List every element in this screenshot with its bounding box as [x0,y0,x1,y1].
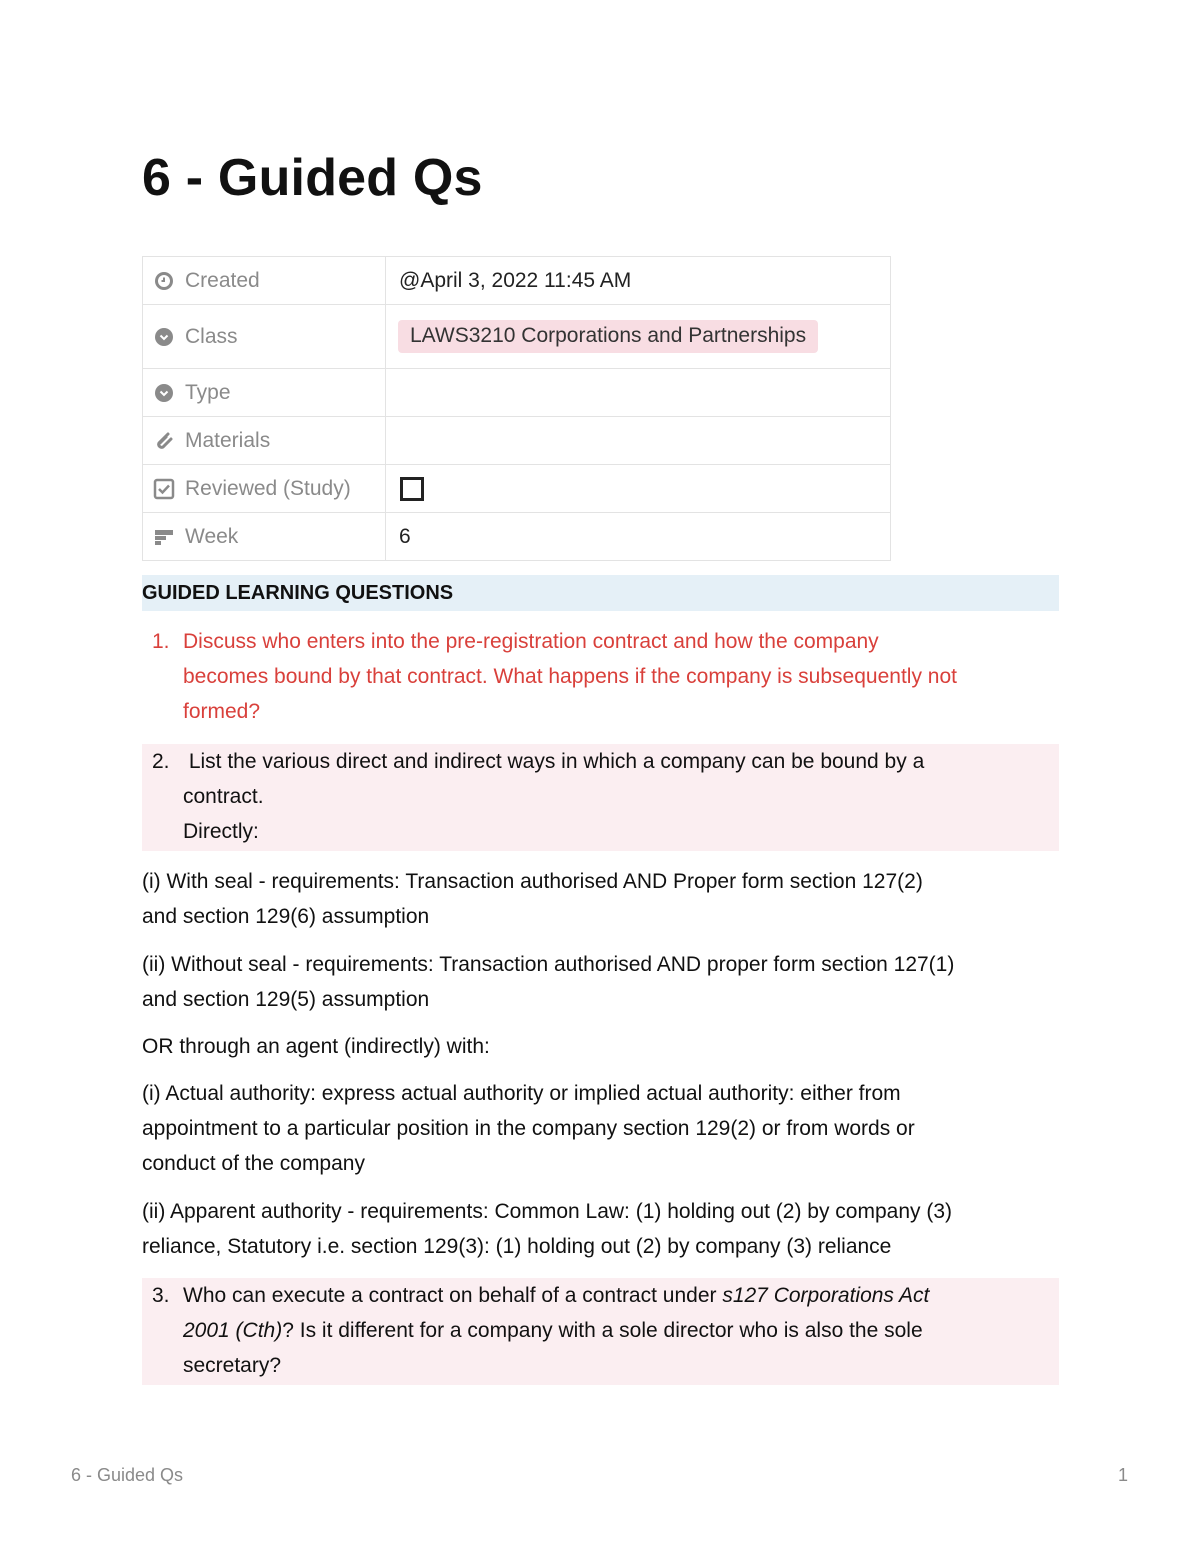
footer-title: 6 - Guided Qs [71,1465,184,1485]
paragraph-with-seal: (i) With seal - requirements: Transaction authorised AND Proper form section 127(2) and section 129(6) assumption [142,870,923,928]
question-3 [142,1278,1059,1385]
property-row-created [143,257,891,305]
select-icon [153,326,175,348]
paragraph-apparent-authority: (ii) Apparent authority - requirements: Common Law: (1) holding out (2) by company (3) reliance, Statutory i.e. section 129(3): (1) holding out (2) by company (3) reliance [142,1200,953,1258]
question-1 [142,624,1059,734]
week-value[interactable]: 6 [386,513,891,561]
checkbox-icon [153,478,175,500]
section-heading: GUIDED LEARNING QUESTIONS [142,575,1059,611]
materials-value[interactable] [386,417,891,465]
list-number: 2. [152,750,170,773]
property-row-reviewed [143,465,891,513]
property-label: Reviewed (Study) [185,476,351,500]
property-row-class [143,305,891,369]
paperclip-icon [153,430,175,452]
question-text: List the various direct and indirect ways in which a company can be bound by a [183,750,925,773]
question-text: contract. [183,785,264,808]
created-value[interactable]: @April 3, 2022 11:45 AM [386,257,891,305]
property-label: Created [185,268,260,292]
list-number: 1. [152,630,170,653]
paragraph-agent: OR through an agent (indirectly) with: [142,1035,490,1058]
question-text: Who can execute a contract on behalf of a contract under s127 Corporations Act [183,1284,930,1307]
question-text: becomes bound by that contract. What happens if the company is subsequently not [183,665,957,688]
question-2 [142,744,1059,851]
type-value[interactable] [386,369,891,417]
question-text: secretary? [183,1354,282,1377]
property-row-type [143,369,891,417]
number-icon [153,526,175,548]
page-title: 6 - Guided Qs [142,149,483,207]
property-row-materials [143,417,891,465]
property-label: Materials [185,428,271,452]
reviewed-checkbox[interactable] [400,477,424,501]
class-tag[interactable]: LAWS3210 Corporations and Partnerships [398,320,818,353]
property-row-week [143,513,891,561]
question-text: 2001 (Cth)? Is it different for a company with a sole director who is also the sole [183,1319,923,1342]
question-text: Directly: [183,820,259,843]
property-label: Class [185,324,238,348]
list-number: 3. [152,1284,170,1307]
clock-icon [153,270,175,292]
footer-page-number: 1 [1117,1465,1128,1485]
question-text: Discuss who enters into the pre-registration contract and how the company [183,630,879,653]
property-label: Week [185,524,239,548]
property-label: Type [185,380,231,404]
question-text: formed? [183,700,261,723]
paragraph-actual-authority: (i) Actual authority: express actual authority or implied actual authority: either from appointment to a particular position in the company section 129(2) or from words or conduct of the company [142,1082,915,1175]
properties-table [142,256,891,561]
select-icon [153,382,175,404]
paragraph-without-seal: (ii) Without seal - requirements: Transaction authorised AND proper form section 127(1) and section 129(5) assumption [142,953,955,1011]
